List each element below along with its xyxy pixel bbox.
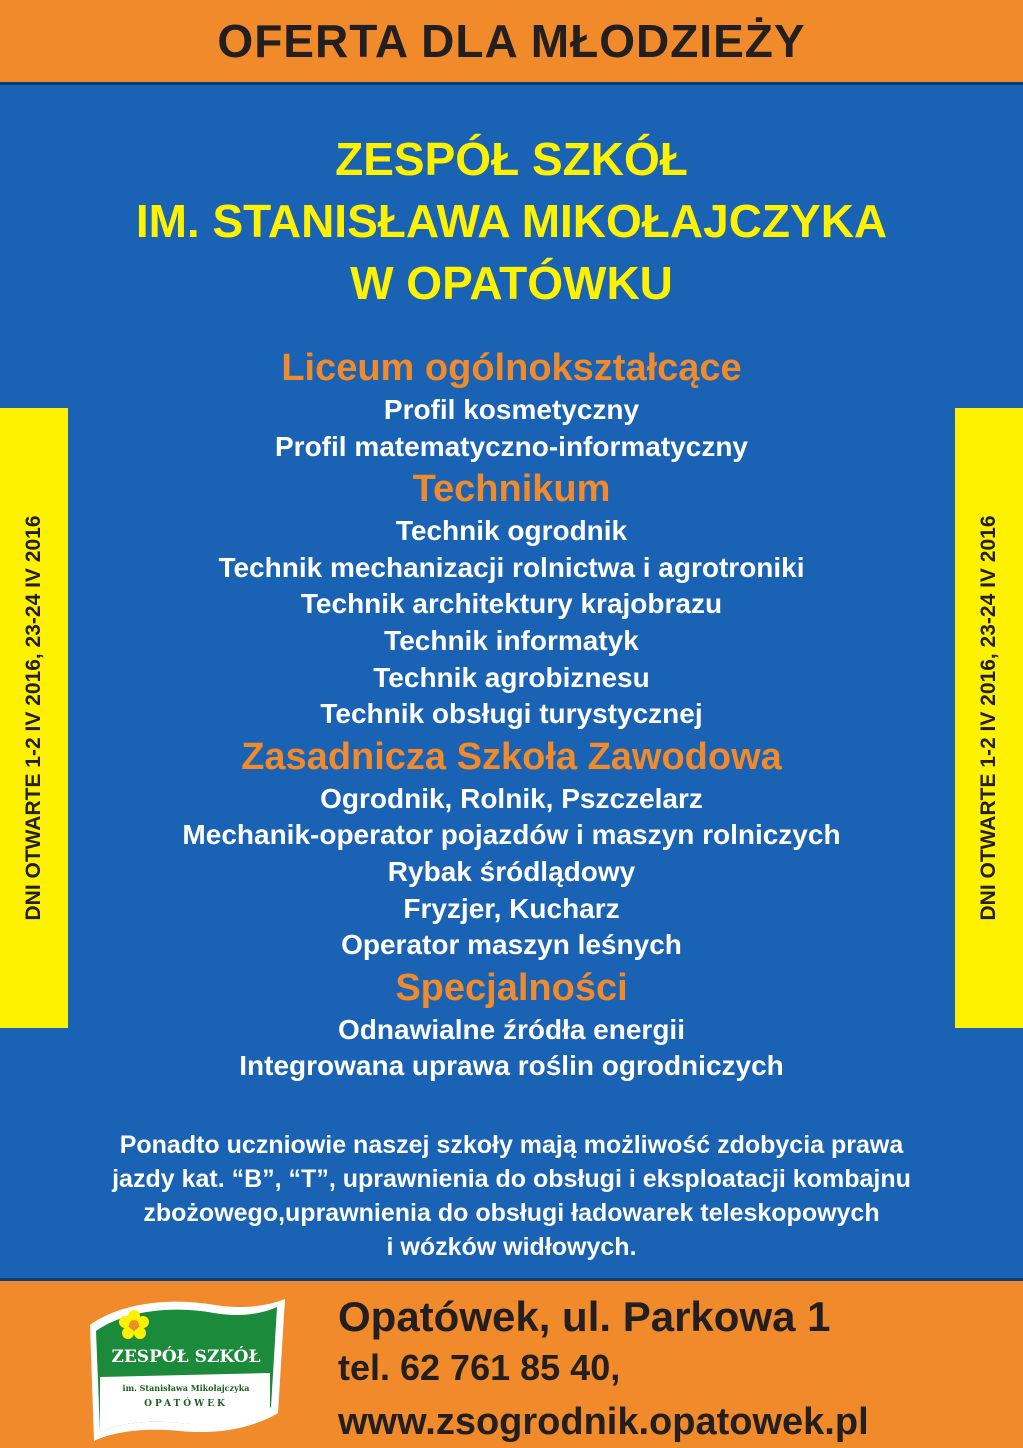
address: Opatówek, ul. Parkowa 1 <box>338 1293 831 1340</box>
school-name-line: ZESPÓŁ SZKÓŁ <box>335 133 688 185</box>
extra-info-line: Ponadto uczniowie naszej szkoły mają możliwość zdobycia prawa <box>119 1131 904 1159</box>
list-item: Odnawialne źródła energii <box>338 1013 685 1045</box>
list-item: Fryzjer, Kucharz <box>403 892 620 924</box>
list-item: Profil kosmetyczny <box>383 394 640 425</box>
logo-subtitle: im. Stanisława Mikołajczyka <box>122 1383 250 1393</box>
website-link[interactable]: www.zsogrodnik.opatowek.pl <box>338 1401 869 1443</box>
footer-band <box>0 1278 1023 1448</box>
list-item: Profil matematyczno-informatyczny <box>275 430 748 462</box>
list-item: Technik informatyk <box>384 624 639 656</box>
open-days-banner-left <box>0 408 68 1028</box>
open-days-text: DNI OTWARTE 1-2 IV 2016, 23-24 IV 2016 <box>977 515 1000 921</box>
section-heading-specjalnosci: Specjalności <box>395 966 628 1009</box>
logo-name: ZESPÓŁ SZKÓŁ <box>111 1347 261 1367</box>
school-name-line: W OPATÓWKU <box>350 257 673 309</box>
header-band <box>0 0 1023 85</box>
list-item: Rybak śródlądowy <box>387 855 636 887</box>
offer-list <box>100 344 923 1085</box>
list-item: Technik architektury krajobrazu <box>300 588 723 620</box>
list-item: Operator maszyn leśnych <box>341 929 682 961</box>
list-item: Ogrodnik, Rolnik, Pszczelarz <box>320 782 703 814</box>
school-name <box>0 128 1023 314</box>
section-heading-zsz: Zasadnicza Szkoła Zawodowa <box>241 735 782 778</box>
contact-info <box>338 1293 869 1448</box>
extra-info-line: zbożowego,uprawnienia do obsługi ładowarek teleskopowych <box>143 1199 880 1227</box>
open-days-banner-right <box>955 408 1023 1028</box>
logo-town: OPATÓWEK <box>144 1399 228 1409</box>
list-item: Technik agrobiznesu <box>373 661 650 693</box>
list-item: Integrowana uprawa roślin ogrodniczych <box>239 1050 784 1082</box>
list-item: Technik mechanizacji rolnictwa i agrotroniki <box>218 551 805 583</box>
extra-info-line: i wózków widłowych. <box>386 1233 637 1261</box>
section-heading-liceum: Liceum ogólnokształcące <box>281 347 742 389</box>
school-name-line: IM. STANISŁAWA MIKOŁAJCZYKA <box>135 195 888 247</box>
open-days-text: DNI OTWARTE 1-2 IV 2016, 23-24 IV 2016 <box>22 515 45 921</box>
extra-info-line: jazdy kat. “B”, “T”, uprawnienia do obsługi i eksploatacji kombajnu <box>112 1165 911 1193</box>
list-item: Technik obsługi turystycznej <box>320 698 703 730</box>
list-item: Mechanik-operator pojazdów i maszyn rolniczych <box>182 819 841 851</box>
header-title: OFERTA DLA MŁODZIEŻY <box>217 15 806 67</box>
extra-info <box>20 1128 1003 1264</box>
logo-shape <box>80 1295 292 1443</box>
list-item: Technik ogrodnik <box>395 515 628 547</box>
phone: tel. 62 761 85 40, <box>338 1347 621 1388</box>
school-logo <box>80 1295 292 1443</box>
section-heading-technikum: Technikum <box>412 468 611 511</box>
